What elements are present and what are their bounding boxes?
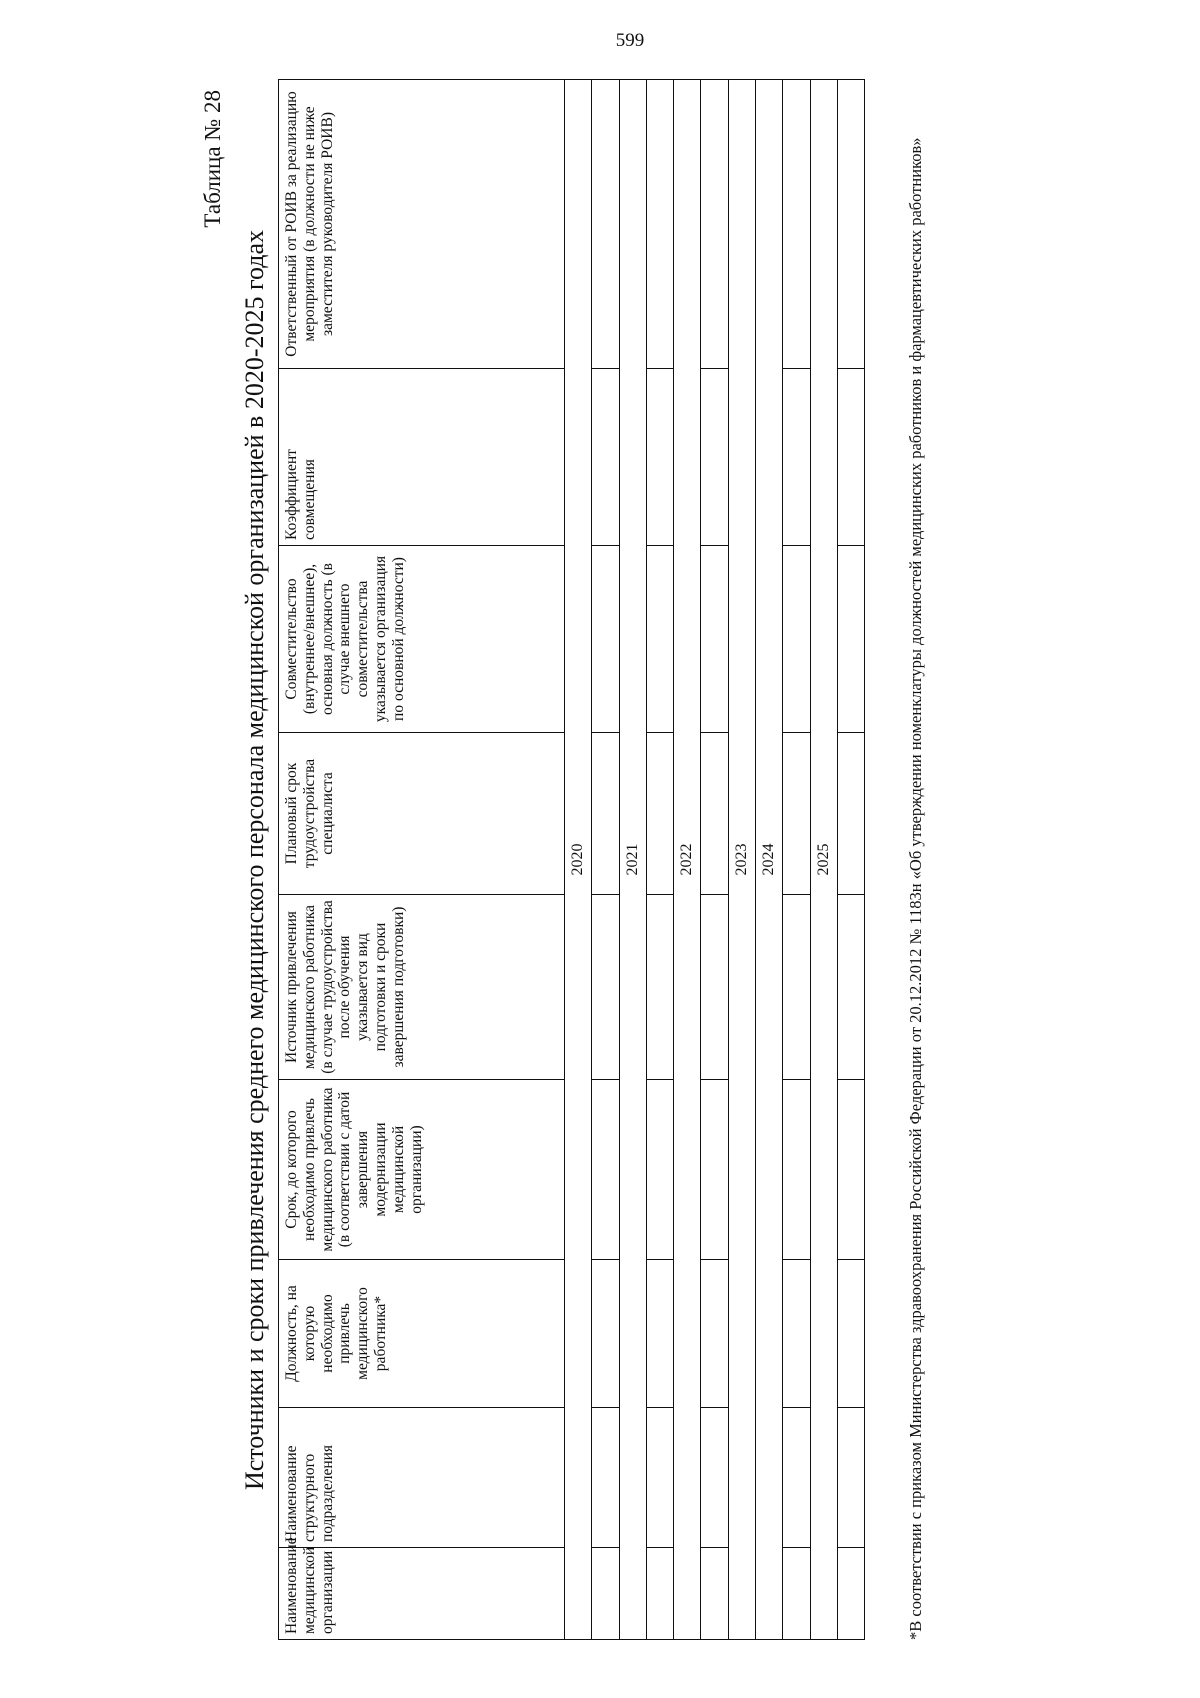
column-header-responsible: Ответственный от РОИВ за реализацию мероприятия (в должности не ниже заместителя руководителя РОИВ) [279, 80, 565, 369]
table-row [756, 80, 783, 1640]
footnote: *В соответствии с приказом Министерства здравоохранения Российской Федерации от 20.12.2012 № 1183н «Об утверждении номенклатуры должностей медицинских работников и фармацевтических работников» [906, 137, 925, 1640]
table-cell [783, 1080, 810, 1260]
table-cell [783, 1408, 810, 1548]
table-cell [701, 369, 728, 546]
column-header-organization: Наименование медицинской организации [279, 1548, 565, 1640]
table-cell [783, 733, 810, 895]
table-cell [592, 1408, 619, 1548]
table-cell [592, 733, 619, 895]
table-cell [592, 1080, 619, 1260]
table-cell [837, 369, 864, 546]
table-cell [592, 546, 619, 733]
table-row [837, 80, 864, 1640]
table-cell [837, 895, 864, 1080]
rotated-table-page [200, 80, 1000, 1640]
column-header-department: Наименование структурного подразделения [279, 1408, 565, 1548]
sources-table [278, 79, 865, 1640]
table-cell [646, 1080, 673, 1260]
table-cell [646, 733, 673, 895]
table-cell [701, 546, 728, 733]
table-cell [837, 1260, 864, 1408]
table-cell [837, 1408, 864, 1548]
column-header-coefficient: Коэффициент совмещения [279, 369, 565, 546]
table-cell [701, 1408, 728, 1548]
table-cell [783, 1260, 810, 1408]
year-section-label: 2024 [756, 80, 783, 1640]
table-cell [783, 1548, 810, 1640]
table-cell [783, 546, 810, 733]
table-cell [783, 895, 810, 1080]
table-cell [592, 895, 619, 1080]
page-number: 599 [615, 30, 645, 51]
table-row [810, 80, 837, 1640]
column-header-deadline: Срок, до которого необходимо привлечь медицинского работника (в соответствии с датой завершения модернизации медицинской организации) [279, 1080, 565, 1260]
table-row [728, 80, 755, 1640]
table-cell [592, 369, 619, 546]
table-cell [701, 80, 728, 369]
table-cell [783, 80, 810, 369]
table-cell [646, 895, 673, 1080]
table-cell [701, 1080, 728, 1260]
table-row [619, 80, 646, 1640]
table-cell [837, 546, 864, 733]
table-row [783, 80, 810, 1640]
table-row [565, 80, 592, 1640]
table-cell [646, 546, 673, 733]
column-header-position: Должность, на которую необходимо привлечь медицинского работника* [279, 1260, 565, 1408]
year-section-label: 2022 [674, 80, 701, 1640]
table-cell [592, 1548, 619, 1640]
table-number: Таблица № 28 [200, 90, 225, 228]
year-section-label: 2023 [728, 80, 755, 1640]
table-row [674, 80, 701, 1640]
header-row [279, 80, 565, 1640]
table-cell [646, 369, 673, 546]
table-cell [701, 895, 728, 1080]
table-cell [592, 80, 619, 369]
table-cell [646, 1260, 673, 1408]
table-cell [837, 80, 864, 369]
year-section-label: 2025 [810, 80, 837, 1640]
table-cell [646, 80, 673, 369]
table-row [592, 80, 619, 1640]
table-cell [701, 1260, 728, 1408]
table-body [565, 80, 865, 1640]
column-header-planned-date: Плановый срок трудоустройства специалиста [279, 733, 565, 895]
year-section-label: 2020 [565, 80, 592, 1640]
table-cell [592, 1260, 619, 1408]
column-header-source: Источник привлечения медицинского работника (в случае трудоустройства после обучения указывается вид подготовки и сроки завершения подготовки) [279, 895, 565, 1080]
table-row [701, 80, 728, 1640]
table-cell [837, 1548, 864, 1640]
table-cell [837, 1080, 864, 1260]
table-cell [783, 369, 810, 546]
table-cell [701, 1548, 728, 1640]
year-section-label: 2021 [619, 80, 646, 1640]
table-cell [701, 733, 728, 895]
table-cell [646, 1548, 673, 1640]
table-cell [837, 733, 864, 895]
table-row [646, 80, 673, 1640]
column-header-combination: Совместительство (внутреннее/внешнее), основная должность (в случае внешнего совместительства указывается организация по основной должности) [279, 546, 565, 733]
table-cell [646, 1408, 673, 1548]
table-title: Источники и сроки привлечения среднего медицинского персонала медицинской организацией в 2020-2025 годах [240, 229, 269, 1491]
